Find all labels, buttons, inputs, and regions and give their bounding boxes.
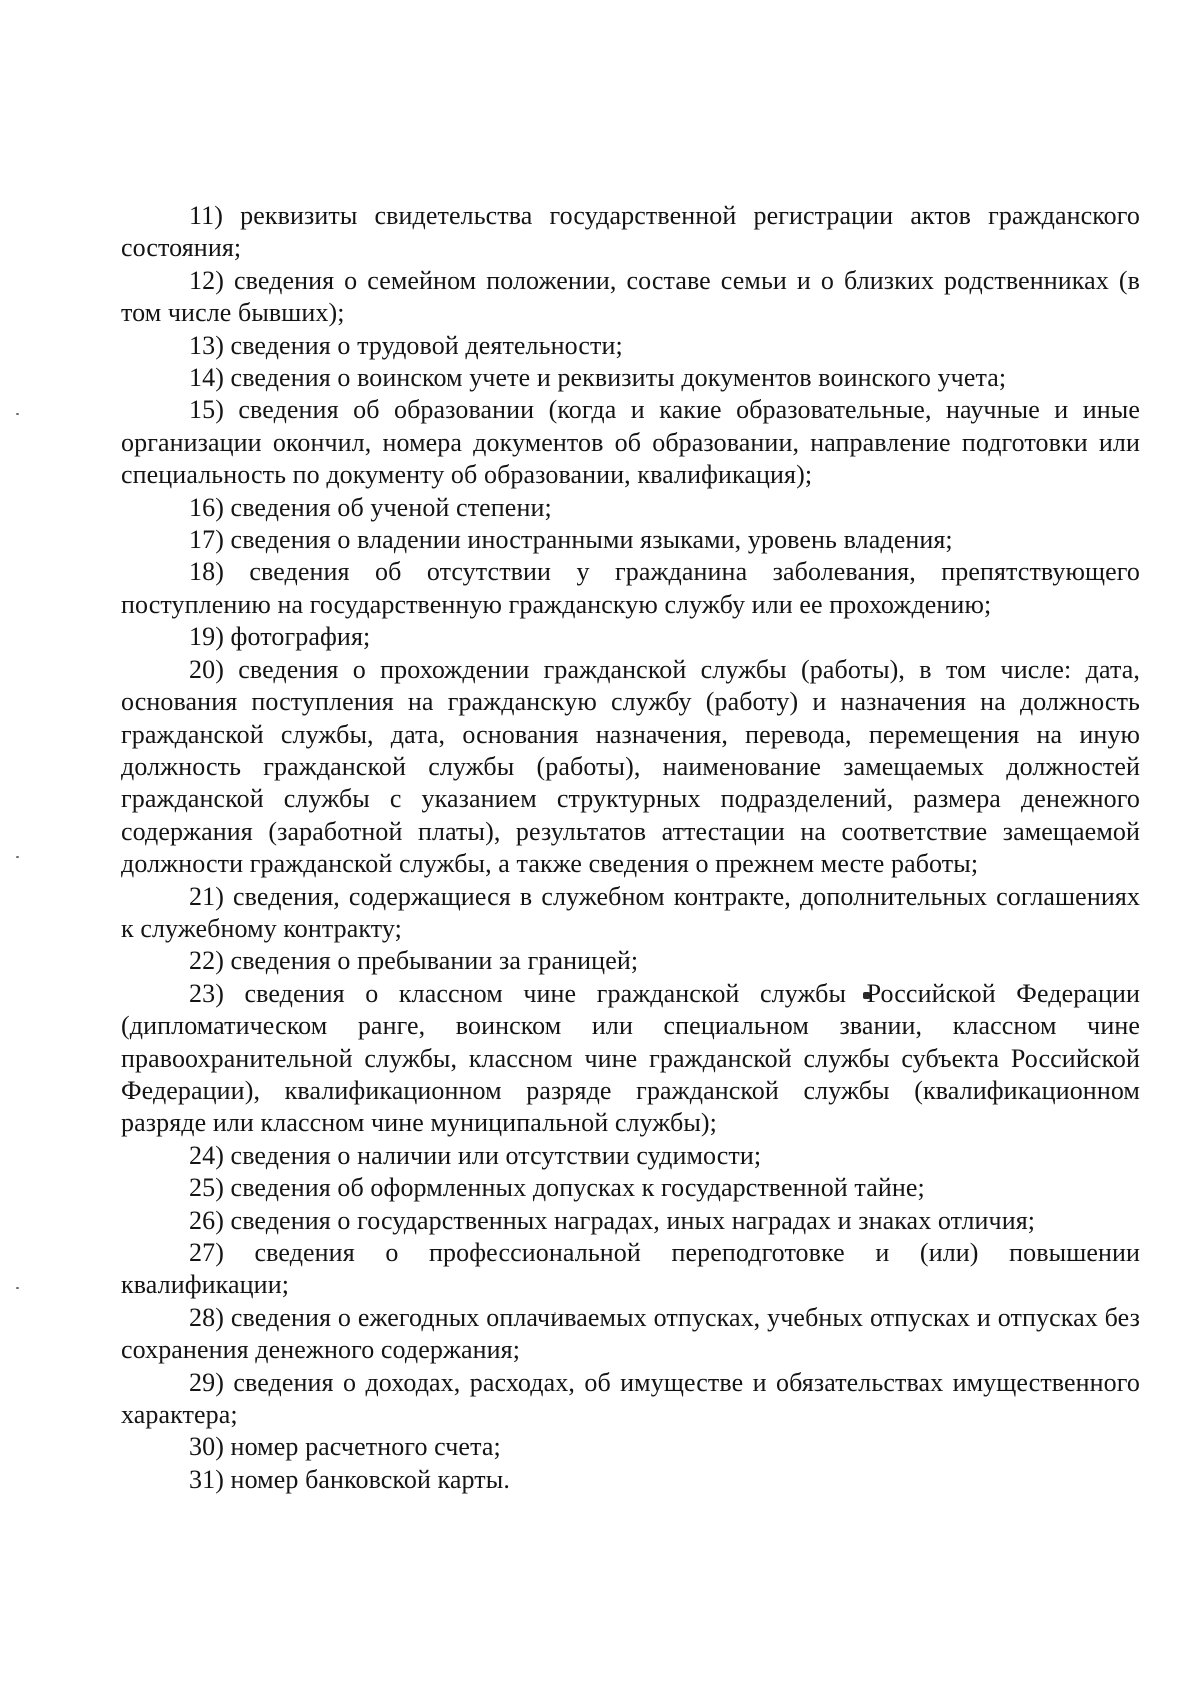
list-item-26: 26) сведения о государственных наградах, иных наградах и знаках отличия; — [189, 1205, 1036, 1235]
list-item-31: 31) номер банковской карты. — [189, 1464, 510, 1494]
list-item-28: 28) сведения о ежегодных оплачиваемых отпусках, учебных отпусках и отпусках без сохранения денежного содержания; — [121, 1302, 1140, 1365]
list-item-15: 15) сведения об образовании (когда и какие образовательные, научные и иные организации окончил, номера документов об образовании, направление подготовки или специальность по документу об образовании, квалификация); — [121, 395, 1140, 490]
document-body — [121, 200, 1140, 1496]
list-item-11: 11) реквизиты свидетельства государственной регистрации актов гражданского состояния; — [121, 201, 1140, 263]
list-item-19: 19) фотография; — [189, 622, 371, 652]
list-item-25: 25) сведения об оформленных допусках к государственной тайне; — [189, 1173, 925, 1203]
list-item-30: 30) номер расчетного счета; — [189, 1432, 501, 1462]
list-item-21: 21) сведения, содержащиеся в служебном контракте, дополнительных соглашениях к служебному контракту; — [121, 881, 1140, 943]
list-item-24: 24) сведения о наличии или отсутствии судимости; — [189, 1140, 762, 1170]
scan-speck — [16, 1287, 19, 1289]
list-item-18: 18) сведения об отсутствии у гражданина заболевания, препятствующего поступлению на государственную гражданскую службу или ее прохождению; — [121, 557, 1140, 619]
list-item-20: 20) сведения о прохождении гражданской службы (работы), в том числе: дата, основания поступления на гражданскую службу (работу) и назначения на должность гражданской службы, дата, основания назначения, перевода, перемещения на иную должность гражданской службы (работы), наименование замещаемых должностей гражданской службы с указанием структурных подразделений, размера денежного содержания (заработной платы), результатов аттестации на соответствие замещаемой должности гражданской службы, а также сведения о прежнем месте работы; — [121, 654, 1140, 879]
scan-speck — [16, 413, 19, 415]
list-item-27: 27) сведения о профессиональной переподготовке и (или) повышении квалификации; — [121, 1238, 1140, 1300]
list-item-12: 12) сведения о семейном положении, составе семьи и о близких родственниках (в том числе бывших); — [121, 265, 1140, 328]
list-item-13: 13) сведения о трудовой деятельности; — [189, 330, 623, 360]
list-item-23: 23) сведения о классном чине гражданской службы Российской Федерации (дипломатическом ранге, воинском или специальном звании, классном чине правоохранительной службы, классном чине гражданской службы субъекта Российской Федерации), квалификационном разряде гражданской службы (квалификационном разряде или классном чине муниципальной службы); — [121, 978, 1140, 1138]
list-item-14: 14) сведения о воинском учете и реквизиты документов воинского учета; — [189, 363, 1007, 393]
list-item-16: 16) сведения об ученой степени; — [189, 492, 552, 522]
list-item-29: 29) сведения о доходах, расходах, об имуществе и обязательствах имущественного характера; — [121, 1367, 1140, 1430]
list-item-17: 17) сведения о владении иностранными языками, уровень владения; — [189, 525, 953, 555]
scan-speck — [16, 856, 19, 858]
list-item-22: 22) сведения о пребывании за границей; — [189, 946, 639, 976]
